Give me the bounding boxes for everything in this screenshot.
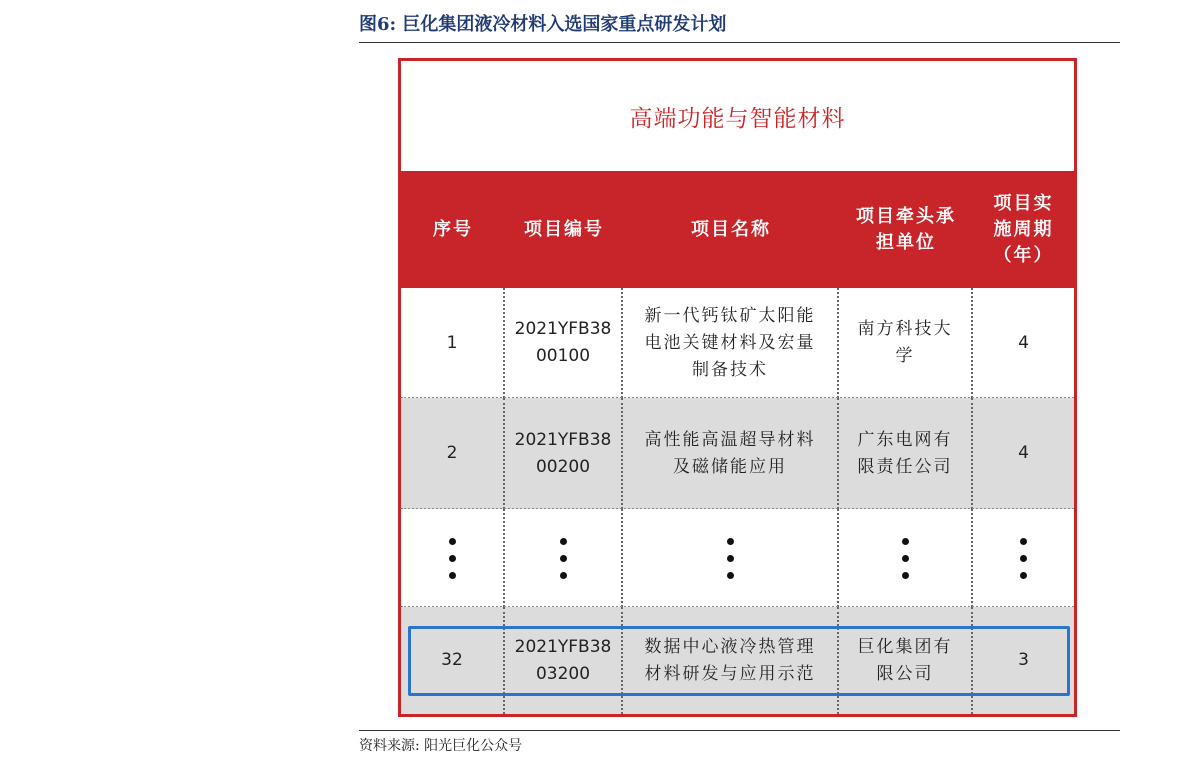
header-code: 项目编号 xyxy=(524,218,604,240)
row-code xyxy=(505,288,623,398)
row-code-line: 03200 xyxy=(535,663,591,684)
header-unit-line: 项目牵头承 xyxy=(856,205,956,227)
ellipsis-icon xyxy=(973,509,1074,607)
row-unit-line: 南方科技大 xyxy=(857,319,953,339)
row-period: 4 xyxy=(1018,443,1029,463)
row-period: 4 xyxy=(1018,332,1029,353)
table-row xyxy=(401,607,1074,714)
row-code-line: 2021YFB38 xyxy=(514,636,612,657)
row-unit-line: 限责任公司 xyxy=(857,456,953,477)
row-code-line: 00100 xyxy=(535,346,591,366)
row-unit-line: 广东电网有 xyxy=(857,429,953,450)
row-name xyxy=(623,398,839,509)
row-unit-line: 学 xyxy=(895,346,915,366)
row-unit-line: 巨化集团有 xyxy=(857,636,953,657)
row-name xyxy=(623,607,839,714)
row-unit xyxy=(839,288,973,398)
figure-title: 图6: 巨化集团液冷材料入选国家重点研发计划 xyxy=(359,14,727,35)
header-name: 项目名称 xyxy=(691,218,771,240)
header-unit xyxy=(839,171,973,288)
row-code-line: 00200 xyxy=(535,456,591,477)
table-row xyxy=(401,288,1074,398)
table-header xyxy=(401,171,1074,288)
header-period-line: 施周期 xyxy=(993,218,1054,240)
ellipsis-row xyxy=(401,509,1074,607)
row-code-line: 2021YFB38 xyxy=(514,429,612,450)
row-name-line: 制备技术 xyxy=(692,359,768,380)
source-rule xyxy=(359,730,1120,731)
row-name-line: 高性能高温超导材料 xyxy=(644,429,816,450)
header-period-line: 项目实 xyxy=(993,192,1054,214)
row-unit xyxy=(839,607,973,714)
row-name-line: 材料研发与应用示范 xyxy=(644,663,816,684)
row-code xyxy=(505,607,623,714)
row-period: 3 xyxy=(1018,650,1029,670)
row-code xyxy=(505,398,623,509)
row-index: 32 xyxy=(401,607,505,714)
ellipsis-icon xyxy=(401,509,505,607)
row-name-line: 数据中心液冷热管理 xyxy=(644,636,816,657)
row-unit xyxy=(839,398,973,509)
row-index: 1 xyxy=(401,288,505,398)
row-name-line: 新一代钙钛矿太阳能 xyxy=(644,305,816,326)
table-frame xyxy=(398,58,1077,717)
ellipsis-icon xyxy=(839,509,973,607)
title-rule xyxy=(359,42,1120,43)
table-banner: 高端功能与智能材料 xyxy=(629,105,846,132)
row-code-line: 2021YFB38 xyxy=(514,319,612,339)
row-name xyxy=(623,288,839,398)
table-row xyxy=(401,398,1074,509)
ellipsis-icon xyxy=(505,509,623,607)
row-index: 2 xyxy=(401,398,505,509)
header-index: 序号 xyxy=(433,218,473,240)
header-unit-line: 担单位 xyxy=(876,231,936,253)
ellipsis-icon xyxy=(623,509,839,607)
header-period-line: （年） xyxy=(993,244,1054,266)
row-unit-line: 限公司 xyxy=(876,663,934,684)
header-period xyxy=(973,171,1074,288)
row-name-line: 及磁储能应用 xyxy=(673,456,787,477)
source-note: 资料来源: 阳光巨化公众号 xyxy=(359,738,523,754)
row-name-line: 电池关键材料及宏量 xyxy=(644,332,816,353)
